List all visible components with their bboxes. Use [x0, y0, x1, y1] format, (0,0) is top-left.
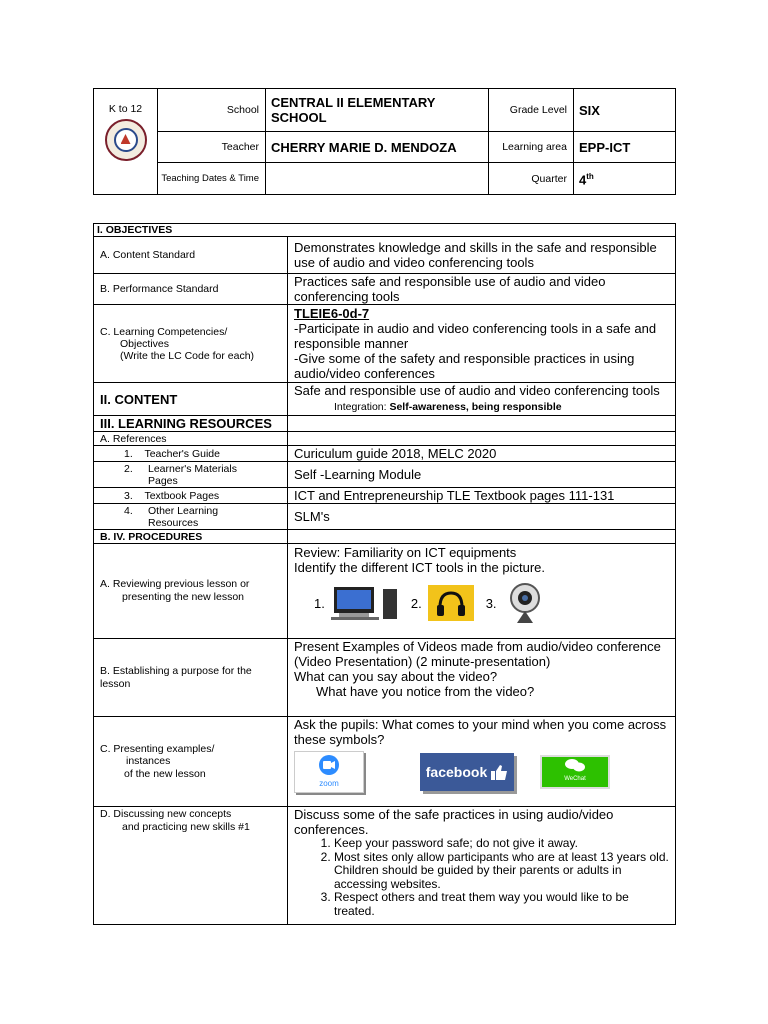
- resource-row-1-label: [94, 446, 288, 462]
- facebook-label: facebook: [425, 763, 488, 780]
- zoom-logo: [294, 751, 364, 793]
- school-label: School: [158, 89, 266, 132]
- list-item: 2. Most sites only allow participants who are at least 13 years old. Children should be guided by their parents or adults in accessing websites.: [334, 851, 672, 892]
- resource-label-4: Other Learning Resources: [148, 504, 219, 529]
- resource-row-4-value: SLM's: [288, 504, 676, 530]
- resource-label-1: Teacher's Guide: [144, 447, 220, 460]
- resource-row-3-value: ICT and Entrepreneurship TLE Textbook pages 111-131: [288, 488, 676, 504]
- facebook-logo: [420, 753, 514, 791]
- competencies-label-line1: C. Learning Competencies/: [100, 325, 228, 338]
- procedure-c-label-3: of the new lesson: [124, 767, 206, 780]
- grade-value: SIX: [574, 89, 676, 132]
- lesson-plan-table: [93, 223, 676, 925]
- identify-text: Identify the different ICT tools in the picture.: [294, 560, 545, 575]
- pic-num-1: 1.: [314, 595, 325, 611]
- content-topic: Safe and responsible use of audio and video conferencing tools: [294, 383, 660, 398]
- k12-cell: [94, 89, 158, 195]
- resources-heading-empty: [288, 416, 676, 432]
- integration-label: Integration:: [334, 401, 390, 413]
- webcam-icon: [503, 581, 547, 625]
- content-standard-text: Demonstrates knowledge and skills in the safe and responsible use of audio and video conferencing tools: [288, 237, 676, 274]
- procedure-d-label-1: D. Discussing new concepts: [100, 808, 232, 820]
- header-table: [93, 88, 676, 195]
- quarter-label: Quarter: [489, 163, 574, 195]
- k12-label: K to 12: [108, 103, 143, 115]
- school-value: CENTRAL II ELEMENTARY SCHOOL: [266, 89, 489, 132]
- symbols-question: Ask the pupils: What comes to your mind when you come across these symbols?: [294, 717, 667, 747]
- procedure-a-content: [288, 544, 676, 639]
- competencies-text: [288, 305, 676, 383]
- zoom-label: zoom: [319, 778, 339, 788]
- procedure-a-label: [94, 544, 288, 639]
- procedure-d-content: [288, 807, 676, 925]
- quarter-value: [574, 163, 676, 195]
- pic-num-2: 2.: [410, 595, 422, 611]
- resource-row-2-label: [94, 462, 288, 488]
- references-label: A. References: [94, 432, 288, 446]
- integration: [334, 401, 562, 413]
- thumbs-up-icon: [490, 763, 508, 781]
- resource-row-2-value: Self -Learning Module: [288, 462, 676, 488]
- dates-label: Teaching Dates & Time: [158, 163, 266, 195]
- performance-standard-text: Practices safe and responsible use of audio and video conferencing tools: [288, 274, 676, 305]
- resource-row-1-value: Curiculum guide 2018, MELC 2020: [288, 446, 676, 462]
- procedure-c-label-1: C. Presenting examples/: [100, 742, 215, 755]
- resource-row-3-label: [94, 488, 288, 504]
- competencies-label: [94, 305, 288, 383]
- resource-label-2: Learner's Materials Pages: [148, 462, 237, 487]
- purpose-text-4: What have you notice from the video?: [316, 684, 535, 699]
- headphones-icon: [428, 585, 474, 621]
- procedure-a-label-2: presenting the new lesson: [122, 591, 244, 603]
- content-text: [288, 383, 676, 416]
- symbols-row: [294, 751, 672, 793]
- procedure-c-label: [94, 717, 288, 807]
- content-standard-label: A. Content Standard: [94, 237, 288, 274]
- resources-heading: III. LEARNING RESOURCES: [94, 416, 288, 432]
- procedure-c-content: [288, 717, 676, 807]
- competencies-label-line2: Objectives: [120, 337, 170, 350]
- purpose-text-3: What can you say about the video?: [294, 669, 498, 684]
- procedures-heading: B. IV. PROCEDURES: [94, 530, 288, 544]
- procedure-d-label-2: and practicing new skills #1: [122, 821, 250, 833]
- quarter-number: 4: [579, 172, 587, 188]
- content-heading: II. CONTENT: [94, 383, 288, 416]
- wechat-label: WeChat: [564, 775, 586, 782]
- teacher-label: Teacher: [158, 132, 266, 163]
- procedure-a-label-1: A. Reviewing previous lesson or: [100, 578, 250, 590]
- procedure-b-content: [288, 639, 676, 717]
- purpose-text-1: Present Examples of Videos made from audio/video conference: [294, 639, 661, 654]
- school-seal-icon: [105, 119, 147, 161]
- zoom-icon: [318, 754, 340, 776]
- list-item: 3. Respect others and treat them way you would like to be treated.: [334, 891, 672, 918]
- procedure-d-label: [94, 807, 288, 925]
- integration-text: Self-awareness, being responsible: [389, 401, 562, 413]
- resource-num-3: 3.: [124, 489, 133, 502]
- grade-label: Grade Level: [489, 89, 574, 132]
- pic-num-3: 3.: [485, 595, 497, 611]
- procedure-c-label-2: instances: [126, 755, 171, 768]
- lc-code: TLEIE6-0d-7: [294, 306, 370, 321]
- objectives-heading: I. OBJECTIVES: [94, 224, 676, 237]
- safe-practices-intro: Discuss some of the safe practices in using audio/video conferences.: [294, 807, 614, 837]
- teacher-value: CHERRY MARIE D. MENDOZA: [266, 132, 489, 163]
- procedures-empty: [288, 530, 676, 544]
- quarter-suffix: th: [586, 172, 594, 182]
- dates-value: [266, 163, 489, 195]
- ict-pictures: [294, 581, 672, 625]
- safe-practices-list: [294, 837, 672, 918]
- procedure-b-label: B. Establishing a purpose for the lesson: [94, 639, 288, 717]
- lc-text-2: -Give some of the safety and responsible practices in using audio/video conferences: [294, 351, 635, 381]
- resource-num-2: 2.: [124, 462, 133, 475]
- computer-icon: [331, 585, 401, 621]
- resource-label-3: Textbook Pages: [144, 489, 220, 502]
- area-label: Learning area: [489, 132, 574, 163]
- lc-text-1: -Participate in audio and video conferencing tools in a safe and responsible manner: [294, 321, 657, 351]
- wechat-logo: [540, 755, 610, 789]
- review-text: Review: Familiarity on ICT equipments: [294, 545, 517, 560]
- wechat-icon: [564, 758, 586, 772]
- area-value: EPP-ICT: [574, 132, 676, 163]
- list-item: 1. Keep your password safe; do not give it away.: [334, 837, 672, 851]
- resource-num-1: 1.: [124, 447, 133, 460]
- competencies-label-line3: (Write the LC Code for each): [120, 349, 255, 362]
- purpose-text-2: (Video Presentation) (2 minute-presentation): [294, 654, 551, 669]
- performance-standard-label: B. Performance Standard: [94, 274, 288, 305]
- resource-num-4: 4.: [124, 504, 133, 517]
- references-empty: [288, 432, 676, 446]
- resource-row-4-label: [94, 504, 288, 530]
